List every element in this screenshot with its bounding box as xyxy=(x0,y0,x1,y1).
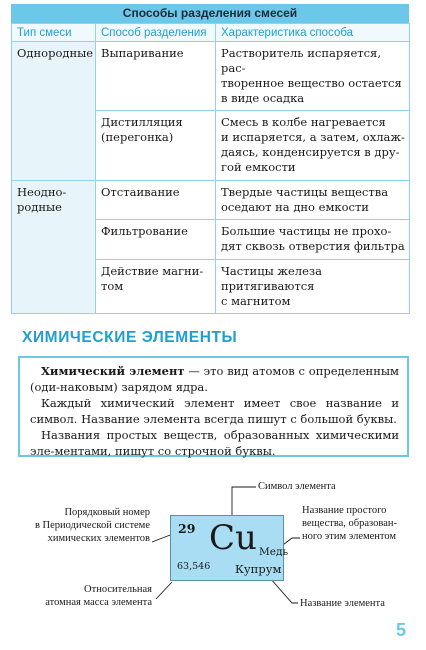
atomic-number: 29 xyxy=(178,521,196,536)
atomic-mass: 63,546 xyxy=(177,561,211,572)
section-title: ХИМИЧЕСКИЕ ЭЛЕМЕНТЫ xyxy=(22,329,238,346)
definition-paragraph xyxy=(30,363,399,395)
description-cell: Растворитель испаряется, рас- творенное вещество остается в виде осадка xyxy=(216,42,410,111)
label-simple-substance: Название простого вещества, образован- ного этим элементом xyxy=(302,505,397,542)
method-cell: Дистилляция (перегонка) xyxy=(96,111,216,181)
element-symbol: Cu xyxy=(209,518,257,558)
mixture-type-homogeneous: Однородные xyxy=(12,42,96,181)
element-card-diagram xyxy=(0,470,426,620)
description-cell: Смесь в колбе нагревается и испаряется, а затем, охлаж- даясь, конденсируется в дру- гой емкости xyxy=(216,111,410,181)
method-cell: Отстаивание xyxy=(96,181,216,220)
element-card xyxy=(170,515,289,581)
simple-substance-name: Медь xyxy=(259,546,289,558)
definition-term: Химический элемент xyxy=(41,364,185,378)
description-cell: Частицы железа притягиваются с магнитом xyxy=(216,260,410,314)
table-header-row xyxy=(12,24,410,42)
table-row xyxy=(12,42,410,111)
definition-text: — это вид атомов с определенным (оди-наковым) зарядом ядра. xyxy=(30,364,399,394)
page-number: 5 xyxy=(396,620,407,640)
header-mixture-type: Тип смеси xyxy=(12,24,96,42)
label-number: Порядковый номер в Периодической системе химических элементов xyxy=(34,507,150,544)
label-element-name: Название элемента xyxy=(300,598,385,609)
table-body xyxy=(11,23,410,314)
callout-line-mass xyxy=(156,582,172,599)
description-cell: Большие частицы не прохо- дят сквозь отверстия фильтра xyxy=(216,220,410,260)
definition-box xyxy=(18,356,409,457)
table-row xyxy=(12,181,410,220)
method-cell: Фильтрование xyxy=(96,220,216,260)
header-method-description: Характеристика способа xyxy=(216,24,410,42)
table-caption: Способы разделения смесей xyxy=(11,4,409,23)
callout-line-symbol xyxy=(232,487,256,518)
label-mass: Относительная атомная масса элемента xyxy=(45,584,152,608)
callout-line-element-name xyxy=(270,578,298,603)
definition-paragraph: Названия простых веществ, образованных химическими эле-ментами, пишут со строчной буквы. xyxy=(30,428,399,458)
element-name: Купрум xyxy=(235,562,282,576)
label-symbol: Символ элемента xyxy=(258,481,336,492)
header-separation-method: Способ разделения xyxy=(96,24,216,42)
description-cell: Твердые частицы вещества оседают на дно емкости xyxy=(216,181,410,220)
definition-paragraph: Каждый химический элемент имеет свое название и символ. Название элемента всегда пишут с большой буквы. xyxy=(30,396,399,426)
mixture-type-heterogeneous: Неодно- родные xyxy=(12,181,96,314)
method-cell: Выпаривание xyxy=(96,42,216,111)
separation-methods-table xyxy=(11,4,409,314)
method-cell: Действие магни- том xyxy=(96,260,216,314)
